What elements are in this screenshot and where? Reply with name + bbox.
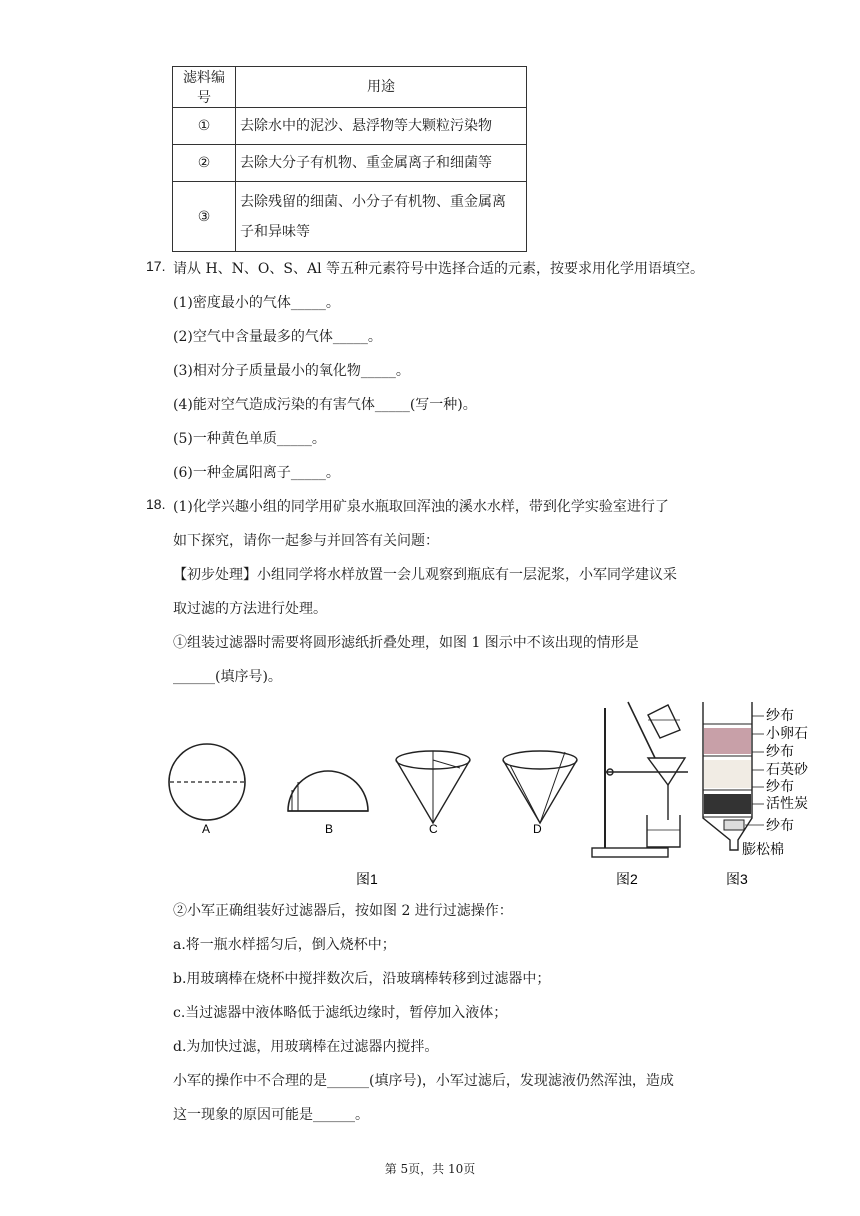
fig1-label-d: D [533,822,542,836]
step-a: a.将一瓶水样摇匀后，倒入烧杯中； [173,937,396,953]
table-cell-number: ② [173,145,236,182]
fig3-layer-label: 石英砂 [766,761,808,777]
table-header-use: 用途 [236,67,527,108]
question-item: (5)一种黄色单质_____。 [173,431,326,447]
question-text: 这一现象的原因可能是______。 [173,1107,369,1123]
question-text: 取过滤的方法进行处理。 [173,601,327,617]
fig1-cone-d [503,751,577,823]
fig3-layer-label: 小卵石 [766,725,808,741]
table-cell-number: ③ [173,182,236,252]
question-item: (4)能对空气造成污染的有害气体_____(写一种)。 [173,397,477,413]
question-item: (2)空气中含量最多的气体_____。 [173,329,382,345]
fig1-caption: 图1 [356,871,378,887]
question-text: 如下探究，请你一起参与并回答有关问题： [173,533,439,549]
fig2-filtration-apparatus [592,702,688,857]
fig1-circle-filter-paper [169,744,245,820]
step-d: d.为加快过滤，用玻璃棒在过滤器内搅拌。 [173,1039,439,1055]
question-text: (1)化学兴趣小组的同学用矿泉水瓶取回浑浊的溪水水样，带到化学实验室进行了 [173,499,669,515]
fig1-label-c: C [429,822,438,836]
table-cell-use-line: 子和异味等 [240,223,310,240]
question-text: ①组装过滤器时需要将圆形滤纸折叠处理，如图 1 图示中不该出现的情形是 [173,635,639,651]
fig3-layer-label: 纱布 [766,707,794,723]
fig1-cone-c [396,751,470,823]
question-text: 【初步处理】小组同学将水样放置一会儿观察到瓶底有一层泥浆，小军同学建议采 [173,567,677,583]
table-cell-use-line: 去除残留的细菌、小分子有机物、重金属离 [240,193,506,210]
fig1-half-folded-paper [288,771,368,811]
fig3-layer-label: 活性炭 [766,795,808,811]
question-number: 17. [146,258,166,274]
table-cell-number: ① [173,108,236,145]
fig3-layer-label: 膨松棉 [742,841,784,857]
question-item: (6)一种金属阳离子_____。 [173,465,340,481]
fig3-layer-label: 纱布 [766,817,794,833]
fig3-caption: 图3 [726,871,748,887]
table-cell-use: 去除大分子有机物、重金属离子和细菌等 [236,145,527,182]
question-text: ②小军正确组装好过滤器后，按如图 2 进行过滤操作： [173,903,513,919]
fig1-label-b: B [325,822,334,836]
question-stem: 请从 H、N、O、S、Al 等五种元素符号中选择合适的元素，按要求用化学用语填空。 [173,261,705,277]
question-text: ______(填序号)。 [173,669,282,685]
question-number: 18. [146,496,166,512]
fig1-label-a: A [202,822,211,836]
fig3-layer-label: 纱布 [766,778,794,794]
fig3-layer-label: 纱布 [766,743,794,759]
question-item: (3)相对分子质量最小的氧化物_____。 [173,363,410,379]
step-c: c.当过滤器中液体略低于滤纸边缘时，暂停加入液体； [173,1005,508,1021]
filter-material-table [172,66,527,252]
fig2-caption: 图2 [616,871,638,887]
table-cell-use: 去除水中的泥沙、悬浮物等大颗粒污染物 [236,108,527,145]
step-b: b.用玻璃棒在烧杯中搅拌数次后，沿玻璃棒转移到过滤器中； [173,971,551,987]
table-header-number: 滤料编号 [173,67,236,108]
table-cell-use [236,182,527,252]
question-text: 小军的操作中不合理的是______(填序号)，小军过滤后，发现滤液仍然浑浊，造成 [173,1073,674,1089]
question-item: (1)密度最小的气体_____。 [173,295,340,311]
page-footer: 第 5页，共 10页 [384,1162,476,1176]
figure-area [140,690,820,895]
fig3-water-purifier [703,702,752,850]
